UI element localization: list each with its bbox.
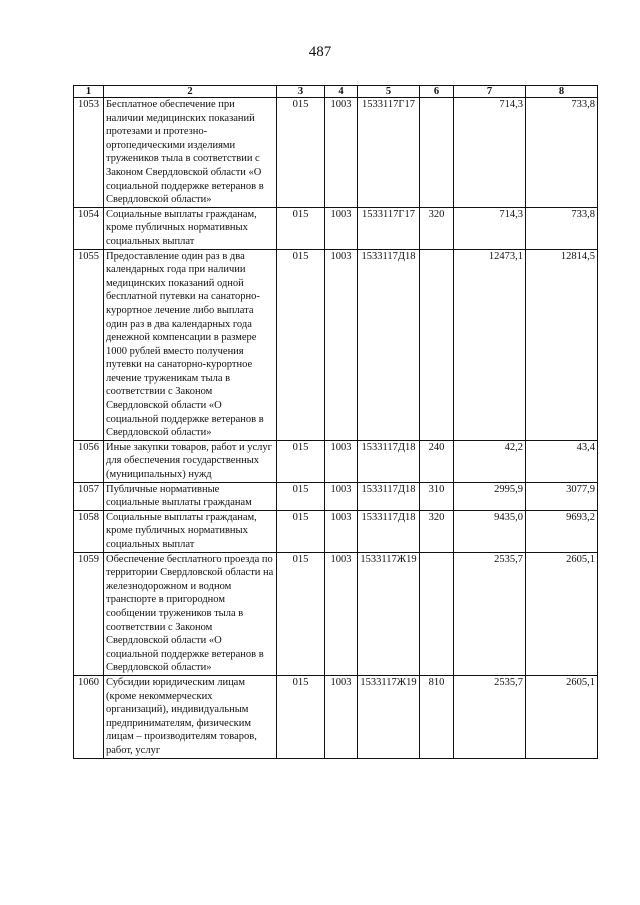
column-header: 7 [454, 86, 526, 98]
column-header: 2 [104, 86, 277, 98]
row-expense-type [420, 249, 454, 440]
row-ministry-code: 015 [277, 440, 325, 482]
row-target-code: 1533117Г17 [358, 207, 420, 249]
row-name: Иные закупки товаров, работ и услуг для обеспечения государственных (муниципальных) нужд [104, 440, 277, 482]
table-row [74, 675, 598, 758]
table-row [74, 440, 598, 482]
row-name: Бесплатное обеспечение при наличии медицинских показаний протезами и протезно-ортопедическими изделиями тружеников тыла в соответствии с Законом Свердловской области «О социальной поддержке ветеранов в Свердловской области» [104, 98, 277, 208]
row-expense-type [420, 98, 454, 208]
row-expense-type: 240 [420, 440, 454, 482]
column-header: 1 [74, 86, 104, 98]
row-amount-year1: 714,3 [454, 98, 526, 208]
row-section-code: 1003 [325, 440, 358, 482]
row-expense-type: 320 [420, 207, 454, 249]
row-section-code: 1003 [325, 98, 358, 208]
table-row [74, 482, 598, 510]
row-ministry-code: 015 [277, 510, 325, 552]
row-amount-year1: 2535,7 [454, 552, 526, 675]
row-ministry-code: 015 [277, 482, 325, 510]
column-header: 5 [358, 86, 420, 98]
row-section-code: 1003 [325, 249, 358, 440]
row-target-code: 1533117Д18 [358, 510, 420, 552]
row-name: Субсидии юридическим лицам (кроме некоммерческих организаций), индивидуальным предпринимателям, физическим лицам – производителям товаров, работ, услуг [104, 675, 277, 758]
row-name: Социальные выплаты гражданам, кроме публичных нормативных социальных выплат [104, 510, 277, 552]
column-header: 8 [526, 86, 598, 98]
row-code: 1053 [74, 98, 104, 208]
row-name: Предоставление один раз в два календарных года при наличии медицинских показаний одной бесплатной путевки на санаторно-курортное лечение либо выплата один раз в два календарных года денежной компенсации в размере 1000 рублей вместо получения путевки на санаторно-курортное лечение труженикам тыла в соответствии с Законом Свердловской области «О социальной поддержке ветеранов в Свердловской области» [104, 249, 277, 440]
row-target-code: 1533117Д18 [358, 249, 420, 440]
row-expense-type [420, 552, 454, 675]
budget-table [73, 85, 598, 759]
row-amount-year1: 714,3 [454, 207, 526, 249]
row-code: 1059 [74, 552, 104, 675]
row-amount-year1: 9435,0 [454, 510, 526, 552]
row-code: 1057 [74, 482, 104, 510]
row-amount-year1: 2535,7 [454, 675, 526, 758]
row-expense-type: 810 [420, 675, 454, 758]
row-code: 1058 [74, 510, 104, 552]
row-amount-year2: 3077,9 [526, 482, 598, 510]
row-ministry-code: 015 [277, 98, 325, 208]
row-amount-year2: 733,8 [526, 207, 598, 249]
row-section-code: 1003 [325, 207, 358, 249]
row-expense-type: 310 [420, 482, 454, 510]
page-number: 487 [308, 44, 332, 60]
row-ministry-code: 015 [277, 552, 325, 675]
row-ministry-code: 015 [277, 207, 325, 249]
table-row [74, 207, 598, 249]
row-code: 1060 [74, 675, 104, 758]
row-amount-year2: 9693,2 [526, 510, 598, 552]
column-header: 6 [420, 86, 454, 98]
row-code: 1056 [74, 440, 104, 482]
row-target-code: 1533117Д18 [358, 440, 420, 482]
row-section-code: 1003 [325, 675, 358, 758]
row-target-code: 1533117Г17 [358, 98, 420, 208]
row-amount-year2: 2605,1 [526, 675, 598, 758]
row-amount-year1: 2995,9 [454, 482, 526, 510]
row-amount-year1: 12473,1 [454, 249, 526, 440]
row-expense-type: 320 [420, 510, 454, 552]
table-row [74, 510, 598, 552]
row-amount-year2: 43,4 [526, 440, 598, 482]
row-target-code: 1533117Д18 [358, 482, 420, 510]
table-header-row [74, 86, 598, 98]
table-row [74, 98, 598, 208]
column-header: 4 [325, 86, 358, 98]
row-amount-year1: 42,2 [454, 440, 526, 482]
row-amount-year2: 2605,1 [526, 552, 598, 675]
row-section-code: 1003 [325, 510, 358, 552]
row-ministry-code: 015 [277, 675, 325, 758]
column-header: 3 [277, 86, 325, 98]
row-name: Обеспечение бесплатного проезда по территории Свердловской области на железнодорожном и водном транспорте в пригородном сообщении тружеников тыла в соответствии с Законом Свердловской области «О социальной поддержке ветеранов в Свердловской области» [104, 552, 277, 675]
row-target-code: 1533117Ж19 [358, 552, 420, 675]
row-section-code: 1003 [325, 552, 358, 675]
row-amount-year2: 12814,5 [526, 249, 598, 440]
row-name: Публичные нормативные социальные выплаты гражданам [104, 482, 277, 510]
row-amount-year2: 733,8 [526, 98, 598, 208]
row-target-code: 1533117Ж19 [358, 675, 420, 758]
row-section-code: 1003 [325, 482, 358, 510]
table-row [74, 249, 598, 440]
row-code: 1054 [74, 207, 104, 249]
row-name: Социальные выплаты гражданам, кроме публичных нормативных социальных выплат [104, 207, 277, 249]
row-ministry-code: 015 [277, 249, 325, 440]
table-row [74, 552, 598, 675]
row-code: 1055 [74, 249, 104, 440]
